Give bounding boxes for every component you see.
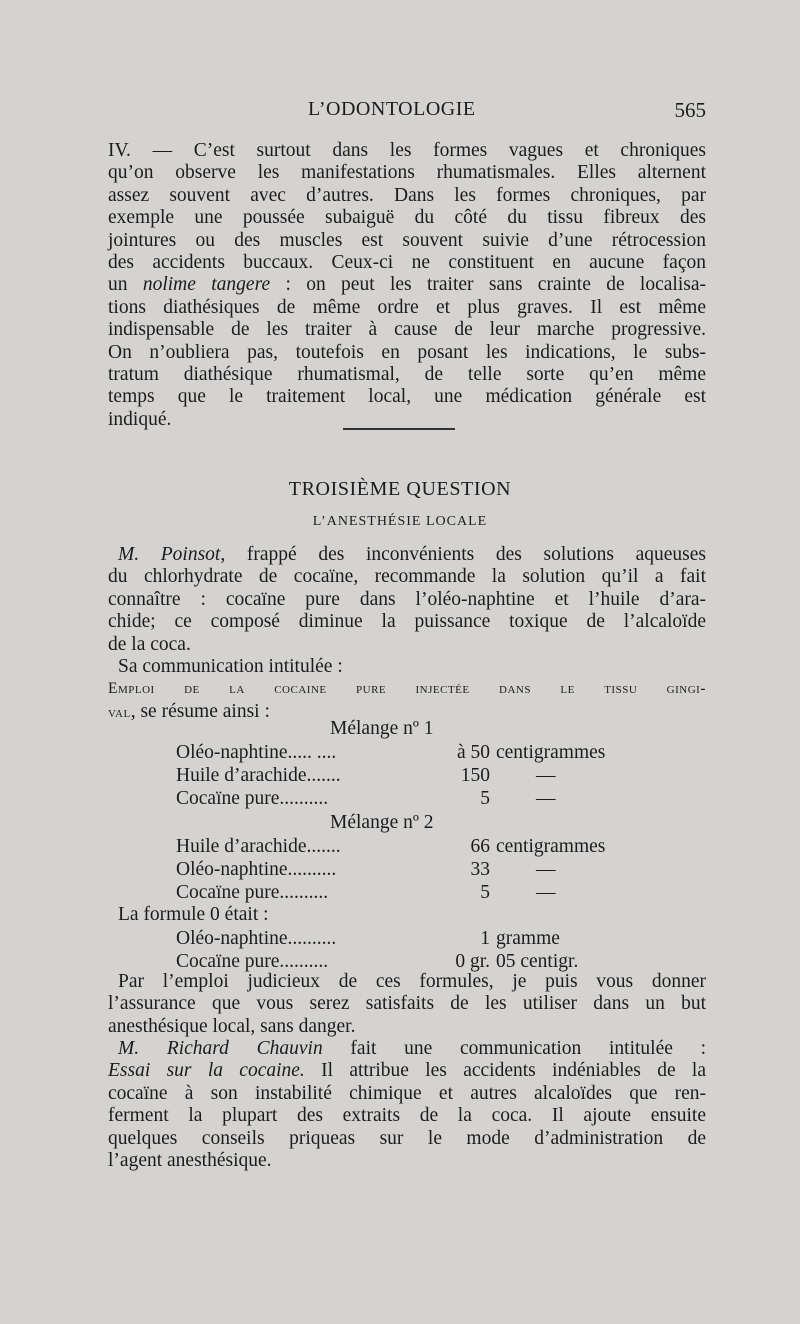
table-row xyxy=(176,882,636,904)
text-line: quelques conseils priqueas sur le mode d’administration de xyxy=(108,1127,706,1149)
text-line xyxy=(108,274,706,296)
ingredient-unit: — xyxy=(536,765,556,786)
ingredient-name: Huile d’arachide....... xyxy=(176,836,341,857)
ingredient-name: Cocaïne pure.......... xyxy=(176,951,329,972)
ingredient-quantity: 0 gr. xyxy=(455,951,490,972)
section-iv-paragraph xyxy=(108,140,706,431)
text-line: Sa communication intitulée : xyxy=(118,656,343,678)
mixture-1-title: Mélange nº 1 xyxy=(330,718,434,739)
ingredient-quantity: 66 xyxy=(470,836,490,857)
section-subtitle: L’ANESTHÉSIE LOCALE xyxy=(312,514,488,529)
author-name: M. Richard Chauvin xyxy=(118,1038,323,1059)
text-fragment: Il attribue les accidents indéniables de la xyxy=(304,1060,706,1082)
text-line: l’assurance que vous serez satisfaits de les utiliser dans un but xyxy=(108,993,706,1015)
ingredient-name: Oléo-naphtine.......... xyxy=(176,859,337,880)
ingredient-unit: — xyxy=(536,859,556,880)
latin-phrase: nolime tangere xyxy=(142,274,271,296)
poinsot-paragraph xyxy=(108,544,706,724)
ingredient-quantity: 1 xyxy=(480,928,490,949)
text-line xyxy=(108,544,706,566)
text-line: connaître : cocaïne pure dans l’oléo-naphtine et l’huile d’ara- xyxy=(108,588,706,610)
text-line: indiqué. xyxy=(108,408,172,430)
ingredient-quantity: 5 xyxy=(480,788,490,809)
conclusion-paragraph xyxy=(108,971,706,1038)
text-line: tratum diathésique rhumatismal, de telle sorte qu’en même xyxy=(108,364,706,386)
text-fragment: : on peut les traiter sans crainte de localisa- xyxy=(270,274,706,296)
mixture-2-title: Mélange nº 2 xyxy=(330,812,434,833)
page-number: 565 xyxy=(674,98,706,122)
ingredient-unit: centigrammes xyxy=(496,836,606,857)
text-line: assez souvent avec d’autres. Dans les formes chroniques, par xyxy=(108,184,706,206)
ingredient-unit: — xyxy=(536,882,556,903)
ingredient-unit: 05 centigr. xyxy=(496,951,579,972)
communication-title: Emploi de la cocaine pure injectée dans le tissu gingi- xyxy=(108,680,706,698)
page-header xyxy=(108,98,706,126)
text-line: Par l’emploi judicieux de ces formules, je puis vous donner xyxy=(118,971,706,992)
text-line: l’agent anesthésique. xyxy=(108,1150,272,1172)
text-line: exemple une poussée subaiguë du côté du tissu fibreux des xyxy=(108,207,706,229)
text-line xyxy=(108,1038,706,1060)
text-line: temps que le traitement local, une médication générale est xyxy=(108,386,706,408)
ingredient-quantity: 5 xyxy=(480,882,490,903)
text-line: qu’on observe les manifestations rhumatismales. Elles alternent xyxy=(108,162,706,184)
text-fragment: , frappé des inconvénients des solutions aqueuses xyxy=(220,544,706,565)
ingredient-name: Oléo-naphtine..... .... xyxy=(176,742,337,763)
table-row xyxy=(176,951,636,973)
chauvin-paragraph xyxy=(108,1038,706,1172)
text-line: anesthésique local, sans danger. xyxy=(108,1015,356,1037)
text-line: tions diathésiques de même ordre et plus graves. Il est même xyxy=(108,296,706,318)
ingredient-quantity: 33 xyxy=(470,859,490,880)
text-line: IV. — C’est surtout dans les formes vagues et chroniques xyxy=(108,140,706,161)
text-line: cocaïne à son instabilité chimique et autres alcaloïdes que ren- xyxy=(108,1082,706,1104)
text-line: de la coca. xyxy=(108,633,191,655)
formula-0-label: La formule 0 était : xyxy=(118,904,269,925)
author-name: M. Poinsot xyxy=(118,544,221,565)
text-fragment: fait une communication intitulée : xyxy=(322,1038,707,1059)
ingredient-quantity: à 50 xyxy=(456,742,490,763)
text-line: ferment la plupart des extraits de la coca. Il ajoute ensuite xyxy=(108,1105,706,1127)
section-title: TROISIÈME QUESTION xyxy=(288,478,512,500)
text-line xyxy=(108,1060,706,1082)
text-line: des accidents buccaux. Ceux-ci ne constituent en aucune façon xyxy=(108,252,706,274)
section-divider xyxy=(343,428,455,430)
text-fragment: un xyxy=(108,274,143,296)
table-row xyxy=(176,742,636,764)
text-fragment: , se résume ainsi : xyxy=(130,700,270,722)
ingredient-name: Oléo-naphtine.......... xyxy=(176,928,337,949)
ingredient-name: Huile d’arachide....... xyxy=(176,765,341,786)
work-title: Essai sur la cocaine. xyxy=(108,1060,305,1082)
table-row xyxy=(176,788,636,810)
text-line: On n’oubliera pas, toutefois en posant les indications, le subs- xyxy=(108,341,706,363)
text-line: jointures ou des muscles est souvent suivie d’une rétrocession xyxy=(108,229,706,251)
ingredient-unit: — xyxy=(536,788,556,809)
running-title: L’ODONTOLOGIE xyxy=(308,98,476,120)
text-line: indispensable de les traiter à cause de leur marche progressive. xyxy=(108,319,706,341)
table-row xyxy=(176,836,636,858)
table-row xyxy=(176,928,636,950)
ingredient-quantity: 150 xyxy=(460,765,490,786)
text-line: chide; ce composé diminue la puissance toxique de l’alcaloïde xyxy=(108,611,706,633)
ingredient-unit: centigrammes xyxy=(496,742,606,763)
ingredient-name: Cocaïne pure.......... xyxy=(176,788,329,809)
ingredient-name: Cocaïne pure.......... xyxy=(176,882,329,903)
table-row xyxy=(176,859,636,881)
table-row xyxy=(176,765,636,787)
text-line: du chlorhydrate de cocaïne, recommande la solution qu’il a fait xyxy=(108,566,706,588)
ingredient-unit: gramme xyxy=(496,928,560,949)
communication-title-end: val xyxy=(108,703,131,721)
